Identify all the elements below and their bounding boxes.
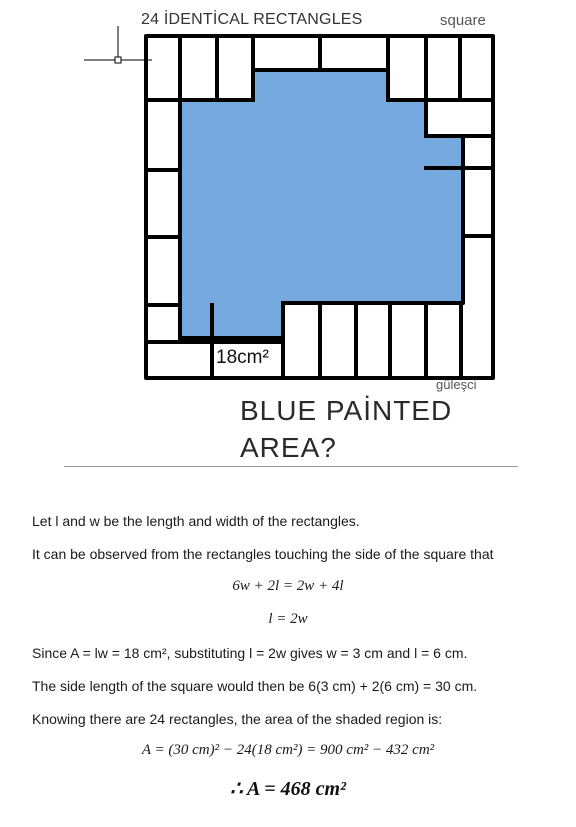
equation-2: l = 2w <box>268 611 308 627</box>
equation-3: A = (30 cm)² − 24(18 cm²) = 900 cm² − 432 cm² <box>141 742 435 758</box>
equation-1: 6w + 2l = 2w + 4l <box>232 578 344 594</box>
divider <box>64 466 518 467</box>
question <box>240 392 452 466</box>
question-line-2: AREA? <box>240 432 337 463</box>
square-label: square <box>440 12 486 29</box>
shaded-region <box>180 70 463 338</box>
author-signature: güleşci <box>436 377 477 392</box>
rectangle-area-label: 18cm² <box>216 347 269 368</box>
solution-line-1: Let l and w be the length and width of the rectangles. <box>32 513 360 529</box>
puzzle-title: 24 İDENTİCAL RECTANGLES <box>141 11 363 28</box>
question-line-1: BLUE PAİNTED <box>240 395 453 426</box>
final-result: ∴ A = 468 cm² <box>229 778 347 800</box>
solution-line-4: The side length of the square would then be 6(3 cm) + 2(6 cm) = 30 cm. <box>32 678 478 694</box>
solution-line-5: Knowing there are 24 rectangles, the area of the shaded region is: <box>32 711 443 727</box>
solution-line-2: It can be observed from the rectangles touching the side of the square that <box>32 546 494 562</box>
crosshair-cursor-icon <box>84 26 152 63</box>
solution-line-3: Since A = lw = 18 cm², substituting l = 2w gives w = 3 cm and l = 6 cm. <box>32 645 468 661</box>
